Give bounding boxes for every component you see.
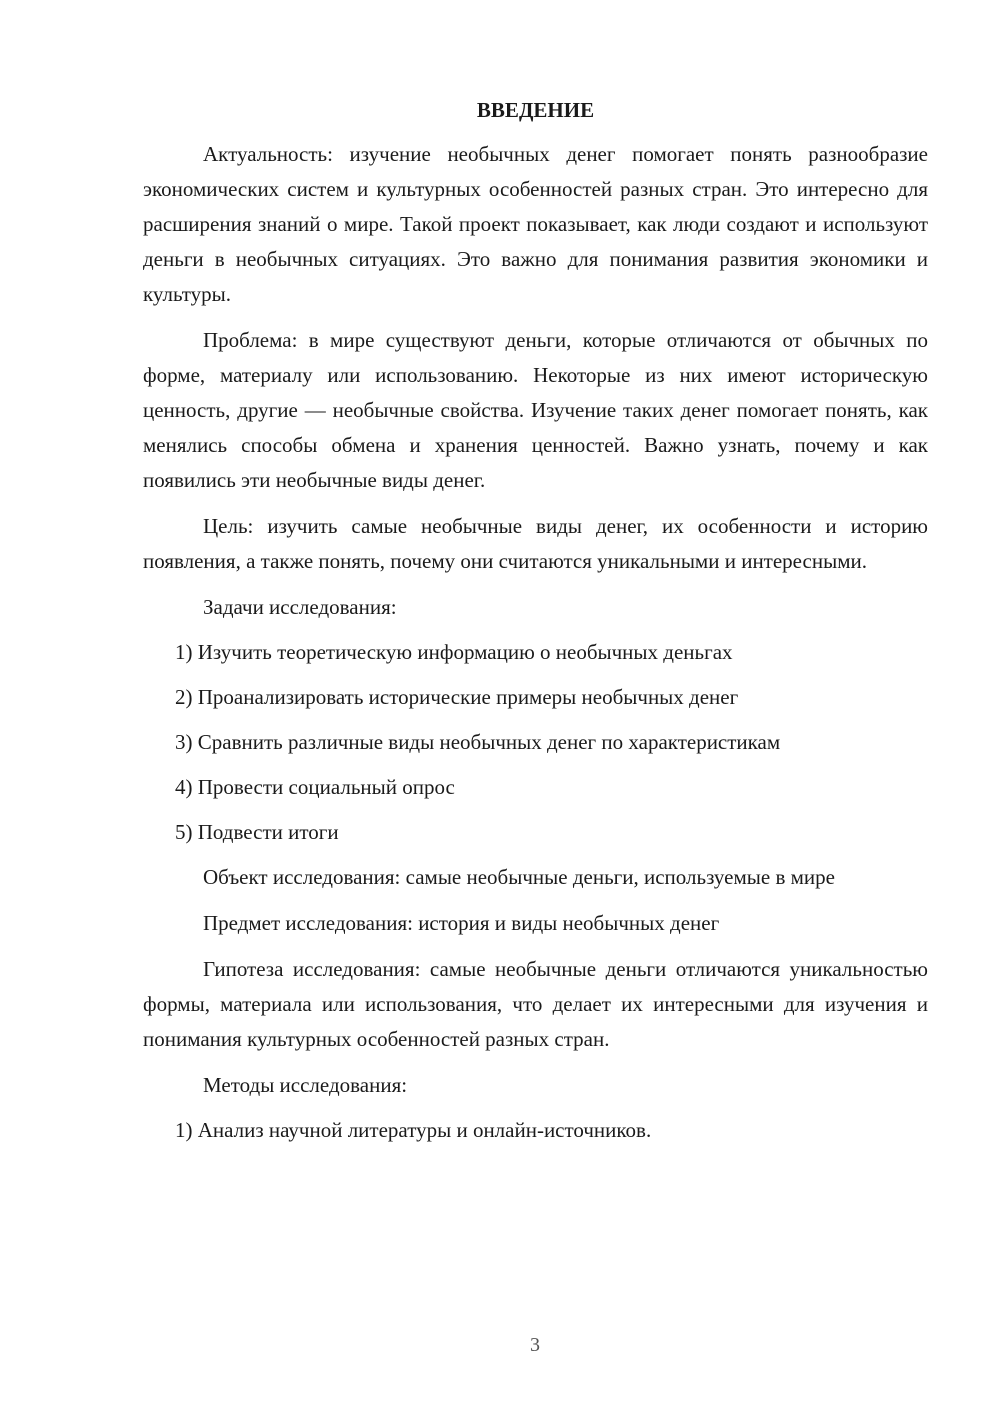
methods-heading: Методы исследования: [203, 1073, 408, 1097]
task-item: 5) Подвести итоги [175, 820, 339, 844]
tasks-list [143, 635, 928, 850]
problem-paragraph: Проблема: в мире существуют деньги, которые отличаются от обычных по форме, материалу или использованию. Некоторые из них имеют историческую ценность, другие — необычные свойства. Изучение таких денег помогает понять, как менялись способы обмена и хранения ценностей. Важно узнать, почему и как появились эти необычные виды денег. [143, 328, 928, 492]
task-item: 3) Сравнить различные виды необычных денег по характеристикам [175, 730, 781, 754]
task-item: 4) Провести социальный опрос [175, 775, 455, 799]
method-item: 1) Анализ научной литературы и онлайн-источников. [175, 1118, 652, 1142]
section-title: ВВЕДЕНИЕ [476, 98, 595, 122]
object-paragraph: Объект исследования: самые необычные деньги, используемые в мире [203, 865, 835, 889]
page-number: 3 [530, 1334, 540, 1356]
goal-paragraph: Цель: изучить самые необычные виды денег, их особенности и историю появления, а также понять, почему они считаются уникальными и интересными. [143, 514, 928, 573]
methods-list [143, 1113, 928, 1148]
document-page [143, 95, 928, 1158]
relevance-paragraph: Актуальность: изучение необычных денег помогает понять разнообразие экономических систем и культурных особенностей разных стран. Это интересно для расширения знаний о мире. Такой проект показывает, как люди создают и используют деньги в необычных ситуациях. Это важно для понимания развития экономики и культуры. [143, 142, 928, 306]
tasks-heading: Задачи исследования: [203, 595, 397, 619]
hypothesis-paragraph: Гипотеза исследования: самые необычные деньги отличаются уникальностью формы, материала или использования, что делает их интересными для изучения и понимания культурных особенностей разных стран. [143, 957, 928, 1051]
subject-paragraph: Предмет исследования: история и виды необычных денег [203, 911, 720, 935]
task-item: 1) Изучить теоретическую информацию о необычных деньгах [175, 640, 733, 664]
task-item: 2) Проанализировать исторические примеры необычных денег [175, 685, 739, 709]
